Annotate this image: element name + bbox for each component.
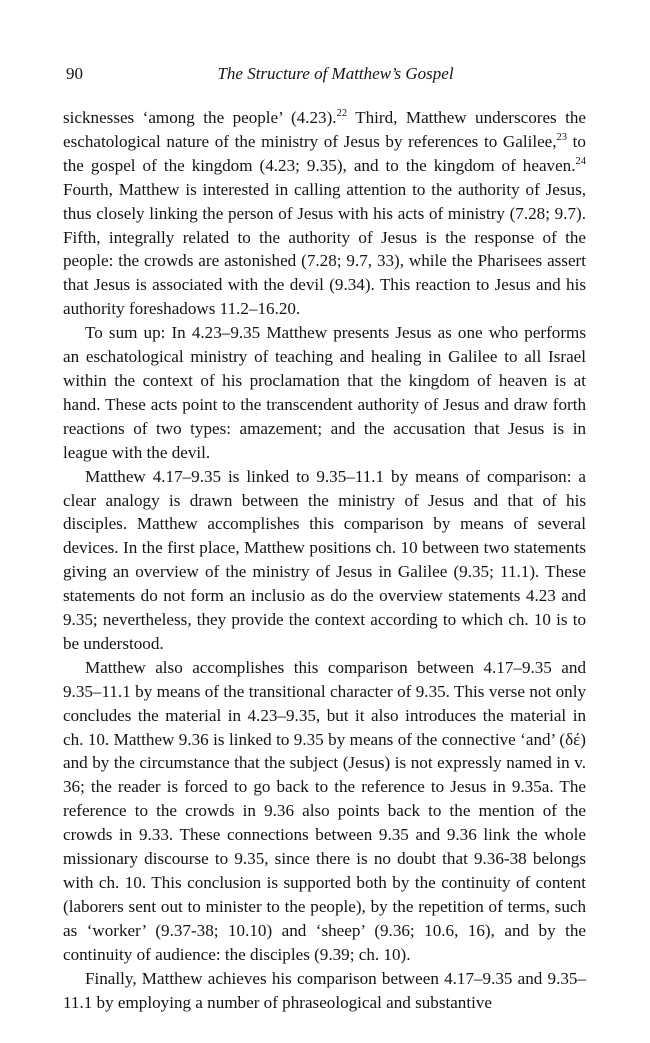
footnote-ref: 22 (336, 108, 348, 119)
running-title: The Structure of Matthew’s Gospel (217, 64, 454, 83)
book-page (63, 62, 586, 1014)
running-head (63, 62, 586, 86)
paragraph (63, 321, 586, 464)
text-run: Matthew 4.17–9.35 is linked to 9.35–11.1 by means of comparison: a clear analogy is drawn between the ministry of Jesus and that of his disciples. Matthew accomplishes this comparison by means of several devices. In the first place, Matthew positions ch. 10 between two statements giving an overview of the ministry of Jesus in Galilee (9.35; 11.1). These statements do not form an inclusio as do the overview statements 4.23 and 9.35; nevertheless, they provide the context according to which ch. 10 is to be understood. (63, 466, 586, 653)
paragraph (63, 106, 586, 321)
body-text (63, 106, 586, 1014)
text-run: Fourth, Matthew is interested in calling attention to the authority of Jesus, thus closely linking the person of Jesus with his acts of ministry (7.28; 9.7). Fifth, integrally related to the authority of Jesus is the response of the people: the crowds are astonished (7.28; 9.7, 33), while the Pharisees assert that Jesus is associated with the devil (9.34). This reaction to Jesus and his authority foreshadows 11.2–16.20. (63, 179, 586, 319)
paragraph (63, 656, 586, 967)
footnote-ref: 23 (556, 131, 568, 143)
text-run: Finally, Matthew achieves his comparison between 4.17–9.35 and 9.35–11.1 by employing a number of phraseological and substantive (63, 968, 586, 1012)
page-number: 90 (66, 64, 83, 83)
text-run: sicknesses ‘among the people’ (4.23). (63, 108, 337, 127)
paragraph (63, 967, 586, 1015)
text-run: To sum up: In 4.23–9.35 Matthew presents Jesus as one who performs an eschatological ministry of teaching and healing in Galilee to all Israel within the context of his proclamation that the kingdom of heaven is at hand. These acts point to the transcendent authority of Jesus and draw forth reactions of two types: amazement; and the accusation that Jesus is in league with the devil. (63, 323, 586, 462)
text-run: to the gospel of the kingdom (4.23; 9.35), and to the kingdom of heaven. (63, 131, 586, 175)
footnote-ref: 24 (575, 155, 586, 167)
paragraph (63, 465, 586, 656)
text-run: Third, Matthew underscores the eschatological nature of the ministry of Jesus by references to Galilee, (63, 108, 586, 151)
text-run: Matthew also accomplishes this comparison between 4.17–9.35 and 9.35–11.1 by means of the transitional character of 9.35. This verse not only concludes the material in 4.23–9.35, but it also introduces the material in ch. 10. Matthew 9.36 is linked to 9.35 by means of the connective ‘and’ (δέ) and by the circumstance that the subject (Jesus) is not expressly named in v. 36; the reader is forced to go back to the reference to Jesus in 9.35a. The reference to the crowds in 9.36 also points back to the mention of the crowds in 9.33. These connections between 9.35 and 9.36 link the whole missionary discourse to 9.35, since there is no doubt that 9.36-38 belongs with ch. 10. This conclusion is supported both by the continuity of content (laborers sent out to minister to the people), by the repetition of terms, such as ‘worker’ (9.37-38; 10.10) and ‘sheep’ (9.36; 10.6, 16), and by the continuity of audience: the disciples (9.39; ch. 10). (63, 657, 586, 964)
